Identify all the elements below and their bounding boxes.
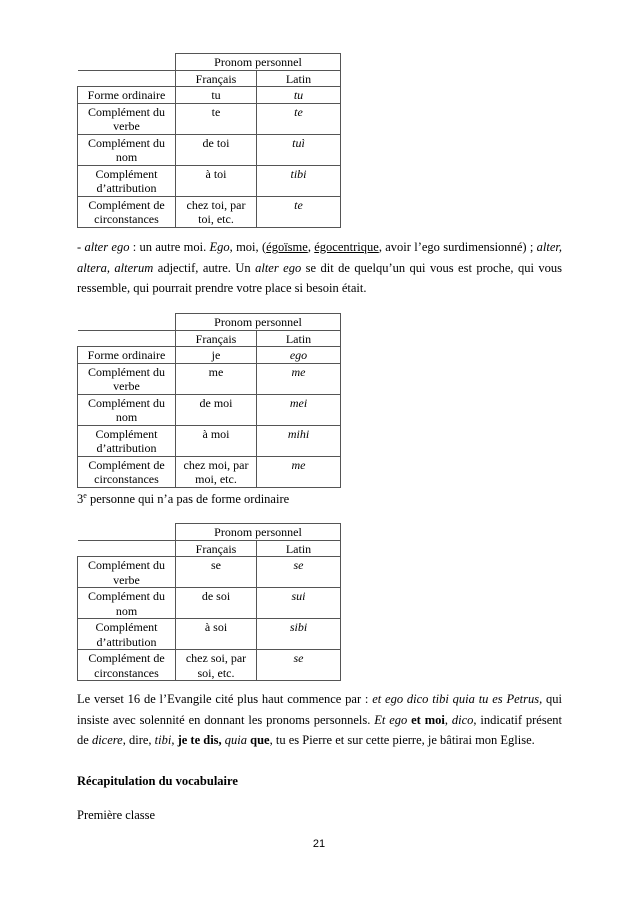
row-label: Complément d’attribution (78, 165, 176, 196)
bold-translation: que (247, 733, 270, 747)
table-row (78, 347, 341, 364)
text-run: , (307, 240, 315, 254)
text-run: , avoir l’ego surdimensionné) ; (378, 240, 537, 254)
latin-cell: mihi (257, 425, 341, 456)
table-header-row (78, 314, 341, 331)
french-cell: à moi (176, 425, 257, 456)
row-label: Complément de circonstances (78, 456, 176, 487)
table-row (78, 588, 341, 619)
column-header-latin: Latin (257, 70, 341, 87)
text-run: personne qui n’a pas de forme ordinaire (86, 492, 290, 506)
latin-cell: se (257, 650, 341, 681)
latin-cell: mei (257, 394, 341, 425)
latin-cell: se (257, 557, 341, 588)
table-row (78, 87, 341, 104)
table-row (78, 650, 341, 681)
text-run: se dit de quelqu’un qui vous est proche, qui vous ressemble, qui pourrait prendre votre place si besoin était. (77, 260, 562, 295)
french-cell: de moi (176, 394, 257, 425)
table-row (78, 165, 341, 196)
row-label: Complément de circonstances (78, 196, 176, 227)
latin-cell: ego (257, 347, 341, 364)
row-label: Complément de circonstances (78, 650, 176, 681)
table-row (78, 394, 341, 425)
text-run: , (171, 733, 178, 747)
table-row (78, 619, 341, 650)
latin-term: alter ego (255, 260, 302, 275)
latin-cell: te (257, 196, 341, 227)
row-label: Complément du verbe (78, 557, 176, 588)
column-header-latin: Latin (257, 330, 341, 347)
row-label: Forme ordinaire (78, 347, 176, 364)
latin-cell: sibi (257, 619, 341, 650)
latin-term: alter ego (84, 240, 130, 254)
latin-cell: tibi (257, 165, 341, 196)
table-row (78, 103, 341, 134)
underlined-word: égocentrique (314, 240, 379, 254)
table-header-row (78, 54, 341, 71)
table-header: Pronom personnel (176, 314, 341, 331)
text-run: , moi, ( (229, 240, 267, 254)
latin-term: dico (451, 712, 474, 727)
pronoun-table-second-person (77, 53, 341, 228)
table-header: Pronom personnel (176, 524, 341, 541)
latin-quote: et ego dico tibi quia tu es Petrus, (372, 692, 543, 706)
alter-ego-paragraph (77, 237, 562, 299)
row-label: Complément du nom (78, 134, 176, 165)
french-cell: tu (176, 87, 257, 104)
latin-cell: sui (257, 588, 341, 619)
table-row (78, 557, 341, 588)
table-row (78, 425, 341, 456)
row-label: Complément d’attribution (78, 425, 176, 456)
table-row (78, 134, 341, 165)
table-header: Pronom personnel (176, 54, 341, 71)
table-header-row (78, 524, 341, 541)
text-run: , indicatif présent de (77, 712, 562, 747)
pronoun-table-third-person (77, 523, 341, 681)
row-label: Complément du nom (78, 588, 176, 619)
text-run: qui insiste avec solennité en donnant les pronoms personnels. (77, 692, 562, 727)
french-cell: se (176, 557, 257, 588)
text-run: , (444, 712, 452, 727)
french-cell: chez moi, par moi, etc. (176, 456, 257, 487)
latin-term: Et ego (374, 712, 408, 727)
latin-cell: me (257, 456, 341, 487)
superscript: e (83, 490, 87, 500)
row-label: Complément du verbe (78, 103, 176, 134)
page-number: 21 (312, 838, 326, 850)
row-label: Complément d’attribution (78, 619, 176, 650)
french-cell: chez soi, par soi, etc. (176, 650, 257, 681)
verse-paragraph (77, 689, 562, 751)
column-header-french: Français (176, 540, 257, 557)
table-row (78, 363, 341, 394)
bold-translation: je te dis, (177, 733, 222, 747)
french-cell: je (176, 347, 257, 364)
underlined-word: égoïsme (266, 240, 308, 254)
empty-corner-cell (78, 70, 176, 87)
third-person-heading (77, 489, 562, 510)
latin-term: quia (224, 733, 248, 747)
french-cell: de toi (176, 134, 257, 165)
subsection-heading: Première classe (77, 808, 156, 822)
latin-term: Ego (209, 240, 230, 254)
latin-cell: tu (257, 87, 341, 104)
text-run: , dire, (122, 733, 155, 747)
latin-term: alter, altera, alterum (77, 240, 562, 275)
french-cell: te (176, 103, 257, 134)
empty-corner-cell (78, 330, 176, 347)
latin-cell: me (257, 363, 341, 394)
section-heading: Récapitulation du vocabulaire (77, 774, 238, 788)
row-label: Complément du verbe (78, 363, 176, 394)
french-cell: de soi (176, 588, 257, 619)
latin-term: tibi (154, 733, 172, 747)
empty-corner-cell (78, 524, 176, 541)
table-row (78, 456, 341, 487)
latin-term: dicere (91, 733, 123, 747)
text-run: - (77, 240, 85, 254)
bold-translation: et moi (407, 712, 445, 727)
empty-corner-cell (78, 314, 176, 331)
text-run: Le verset 16 de l’Evangile cité plus haut commence par : (77, 692, 373, 706)
french-cell: à soi (176, 619, 257, 650)
latin-cell: te (257, 103, 341, 134)
row-label: Complément du nom (78, 394, 176, 425)
text-run: , tu es Pierre et sur cette pierre, je bâtirai mon Eglise. (269, 733, 535, 747)
text-run: adjectif, autre. Un (153, 260, 256, 275)
empty-corner-cell (78, 54, 176, 71)
text-run: : un autre moi. (129, 240, 210, 254)
column-header-french: Français (176, 70, 257, 87)
french-cell: me (176, 363, 257, 394)
table-row (78, 196, 341, 227)
table-subheader-row (78, 330, 341, 347)
french-cell: chez toi, par toi, etc. (176, 196, 257, 227)
french-cell: à toi (176, 165, 257, 196)
row-label: Forme ordinaire (78, 87, 176, 104)
empty-corner-cell (78, 540, 176, 557)
table-subheader-row (78, 70, 341, 87)
column-header-latin: Latin (257, 540, 341, 557)
table-subheader-row (78, 540, 341, 557)
column-header-french: Français (176, 330, 257, 347)
latin-cell: tuì (257, 134, 341, 165)
text-run: 3 (77, 492, 84, 506)
pronoun-table-first-person (77, 313, 341, 488)
